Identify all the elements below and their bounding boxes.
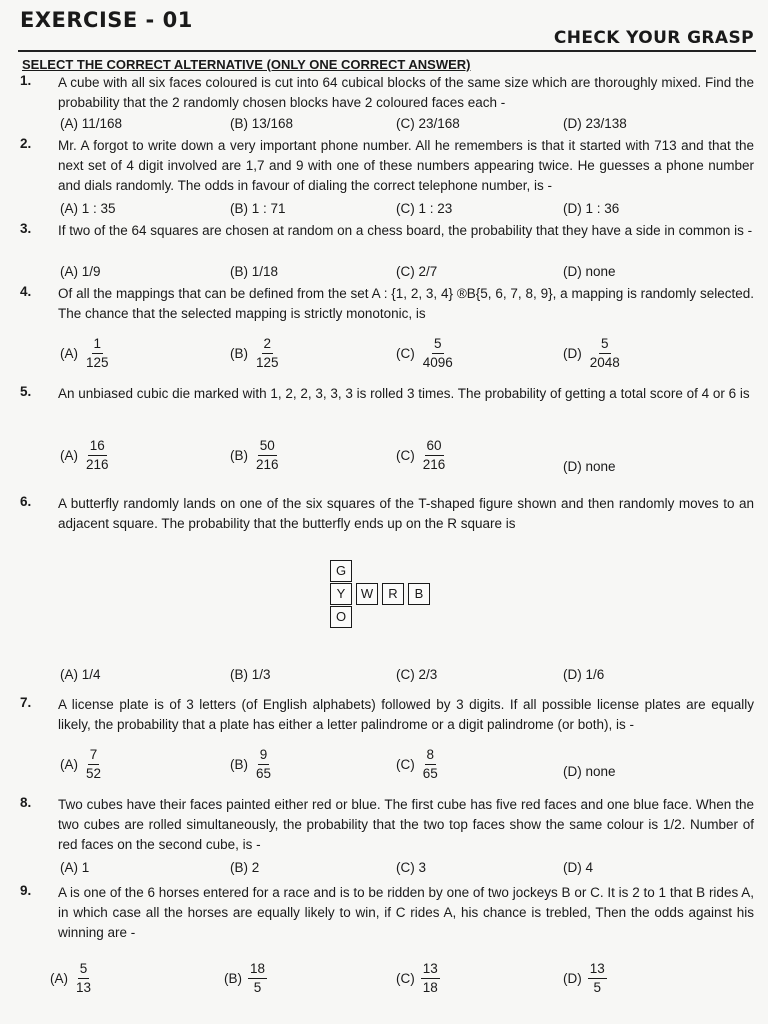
fraction: [421, 438, 448, 473]
option-label: (D): [563, 970, 582, 986]
option-c: (C) 1 : 23: [396, 201, 453, 216]
numerator: 9: [258, 747, 270, 765]
fraction: [248, 961, 267, 996]
denominator: 216: [256, 457, 279, 472]
option-c: (C) 3: [396, 860, 426, 875]
options-row: [58, 747, 758, 787]
numerator: 8: [425, 747, 437, 765]
denominator: 18: [422, 980, 438, 995]
question-text: A is one of the 6 horses entered for a race and is to be ridden by one of two jockeys B or C. It is 2 to 1 that B rides A, in which case all the horses are equally likely to win, if C rides A, his chance is trebled, Then the odds against his winning are -: [58, 885, 754, 940]
denominator: 5: [593, 980, 602, 995]
question-text: Two cubes have their faces painted either red or blue. The first cube has five red faces and one blue face. When the two cubes are rolled simultaneously, the probability that the two top faces show the same colour is 1/2. Number of red faces on the second cube, is -: [58, 797, 754, 852]
option-d: (D) none: [563, 764, 616, 779]
option-a: (A) 1/9: [60, 264, 101, 279]
denominator: 65: [256, 766, 272, 781]
option-c: [396, 438, 447, 473]
question-text: If two of the 64 squares are chosen at random on a chess board, the probability that they have a side in common is -: [58, 223, 753, 238]
option-b: (B) 1 : 71: [230, 201, 286, 216]
option-label: (A): [60, 447, 78, 463]
denominator: 2048: [589, 355, 620, 370]
option-a: (A) 1/4: [60, 667, 101, 682]
fraction: [421, 747, 440, 782]
option-label: (A): [60, 756, 78, 772]
denominator: 216: [86, 457, 109, 472]
page-header: [0, 0, 768, 62]
option-b: (B) 1/18: [230, 264, 279, 279]
option-a: [60, 747, 103, 782]
fraction: [421, 336, 455, 371]
numerator: 5: [78, 961, 90, 979]
numerator: 1: [92, 336, 104, 354]
option-label: (B): [224, 970, 242, 986]
option-d: [563, 336, 622, 371]
fraction: [254, 336, 281, 371]
denominator: 5: [253, 980, 262, 995]
question-text: A license plate is of 3 letters (of English alphabets) followed by 3 digits. If all possible license plates are equally likely, the probability that a plate has either a letter palindrome or a digit palindrome (or both), is -: [58, 697, 754, 732]
option-d: (D) 1 : 36: [563, 201, 620, 216]
option-label: (C): [396, 970, 415, 986]
option-a: (A) 1: [60, 860, 90, 875]
option-d: (D) 23/138: [563, 116, 627, 131]
denominator: 52: [86, 766, 102, 781]
square-y: Y: [330, 583, 352, 605]
denominator: 125: [256, 355, 279, 370]
option-a: [50, 961, 93, 996]
question-text: A butterfly randomly lands on one of the six squares of the T-shaped figure shown and then randomly moves to an adjacent square. The probability that the butterfly ends up on the R square is: [58, 496, 754, 531]
question-number: 8.: [20, 795, 32, 810]
option-a: (A) 1 : 35: [60, 201, 116, 216]
t-shaped-figure: [330, 560, 438, 632]
question-text: A cube with all six faces coloured is cut into 64 cubical blocks of the same size which are thoroughly mixed. Find the probability that the 2 randomly chosen blocks have 2 coloured faces each -: [58, 75, 754, 110]
header-divider: [18, 50, 756, 52]
option-b: [224, 961, 267, 996]
question-number: 2.: [20, 136, 32, 151]
option-b: [230, 336, 281, 371]
numerator: 13: [588, 961, 607, 979]
option-a: [60, 336, 111, 371]
option-b: [230, 747, 273, 782]
fraction: [84, 438, 111, 473]
option-label: (A): [60, 345, 78, 361]
numerator: 5: [599, 336, 611, 354]
options-row: [58, 438, 758, 478]
option-d: [563, 961, 607, 996]
option-c: [396, 747, 440, 782]
denominator: 4096: [422, 355, 453, 370]
square-o: O: [330, 606, 352, 628]
option-d: (D) 1/6: [563, 667, 605, 682]
option-b: (B) 13/168: [230, 116, 294, 131]
numerator: 18: [248, 961, 267, 979]
option-a: [60, 438, 111, 473]
option-label: (B): [230, 447, 248, 463]
option-label: (B): [230, 756, 248, 772]
square-b: B: [408, 583, 430, 605]
question-number: 6.: [20, 494, 32, 509]
fraction: [74, 961, 93, 996]
denominator: 65: [422, 766, 438, 781]
option-b: [230, 438, 281, 473]
option-label: (C): [396, 345, 415, 361]
numerator: 2: [262, 336, 274, 354]
fraction: [588, 336, 622, 371]
option-b: (B) 1/3: [230, 667, 271, 682]
denominator: 125: [86, 355, 109, 370]
option-c: (C) 2/7: [396, 264, 438, 279]
fraction: [254, 747, 273, 782]
question-number: 9.: [20, 883, 32, 898]
option-c: [396, 961, 440, 996]
fraction: [84, 336, 111, 371]
option-b: (B) 2: [230, 860, 260, 875]
section-heading: SELECT THE CORRECT ALTERNATIVE (ONLY ONE CORRECT ANSWER): [22, 57, 471, 72]
options-row: [58, 336, 758, 376]
option-c: (C) 23/168: [396, 116, 460, 131]
option-d: (D) 4: [563, 860, 593, 875]
square-r: R: [382, 583, 404, 605]
fraction: [254, 438, 281, 473]
option-c: (C) 2/3: [396, 667, 438, 682]
option-label: (C): [396, 447, 415, 463]
option-a: (A) 11/168: [60, 116, 123, 131]
options-row: [50, 961, 758, 1001]
question-text: An unbiased cubic die marked with 1, 2, 2, 3, 3, 3 is rolled 3 times. The probability of getting a total score of 4 or 6 is: [58, 386, 750, 401]
numerator: 16: [88, 438, 107, 456]
numerator: 13: [421, 961, 440, 979]
fraction: [588, 961, 607, 996]
denominator: 216: [422, 457, 446, 472]
square-g: G: [330, 560, 352, 582]
option-label: (C): [396, 756, 415, 772]
option-d: (D) none: [563, 459, 616, 474]
square-w: W: [356, 583, 378, 605]
numerator: 60: [425, 438, 444, 456]
question-text: Of all the mappings that can be defined from the set A : {1, 2, 3, 4} ®B{5, 6, 7, 8, 9}, a mapping is randomly selected. The chance that the selected mapping is strictly monotonic, is: [58, 286, 754, 321]
denominator: 13: [76, 980, 92, 995]
option-label: (D): [563, 345, 582, 361]
option-d: (D) none: [563, 264, 616, 279]
question-number: 1.: [20, 73, 32, 88]
option-label: (B): [230, 345, 248, 361]
question-number: 5.: [20, 384, 32, 399]
fraction: [421, 961, 440, 996]
question-number: 3.: [20, 221, 32, 236]
question-number: 4.: [20, 284, 32, 299]
numerator: 7: [88, 747, 100, 765]
exercise-subtitle: CHECK YOUR GRASP: [553, 28, 754, 48]
option-c: [396, 336, 455, 371]
numerator: 50: [258, 438, 277, 456]
question-number: 7.: [20, 695, 32, 710]
numerator: 5: [432, 336, 444, 354]
option-label: (A): [50, 970, 68, 986]
question-text: Mr. A forgot to write down a very important phone number. All he remembers is that it started with 713 and that the next set of 4 digit involved are 1,7 and 9 with one of these numbers appearing twice. He guesses a phone number and dials randomly. The odds in favour of dialing the correct telephone number, is -: [58, 138, 754, 193]
fraction: [84, 747, 103, 782]
exercise-title: EXERCISE - 01: [20, 8, 193, 32]
